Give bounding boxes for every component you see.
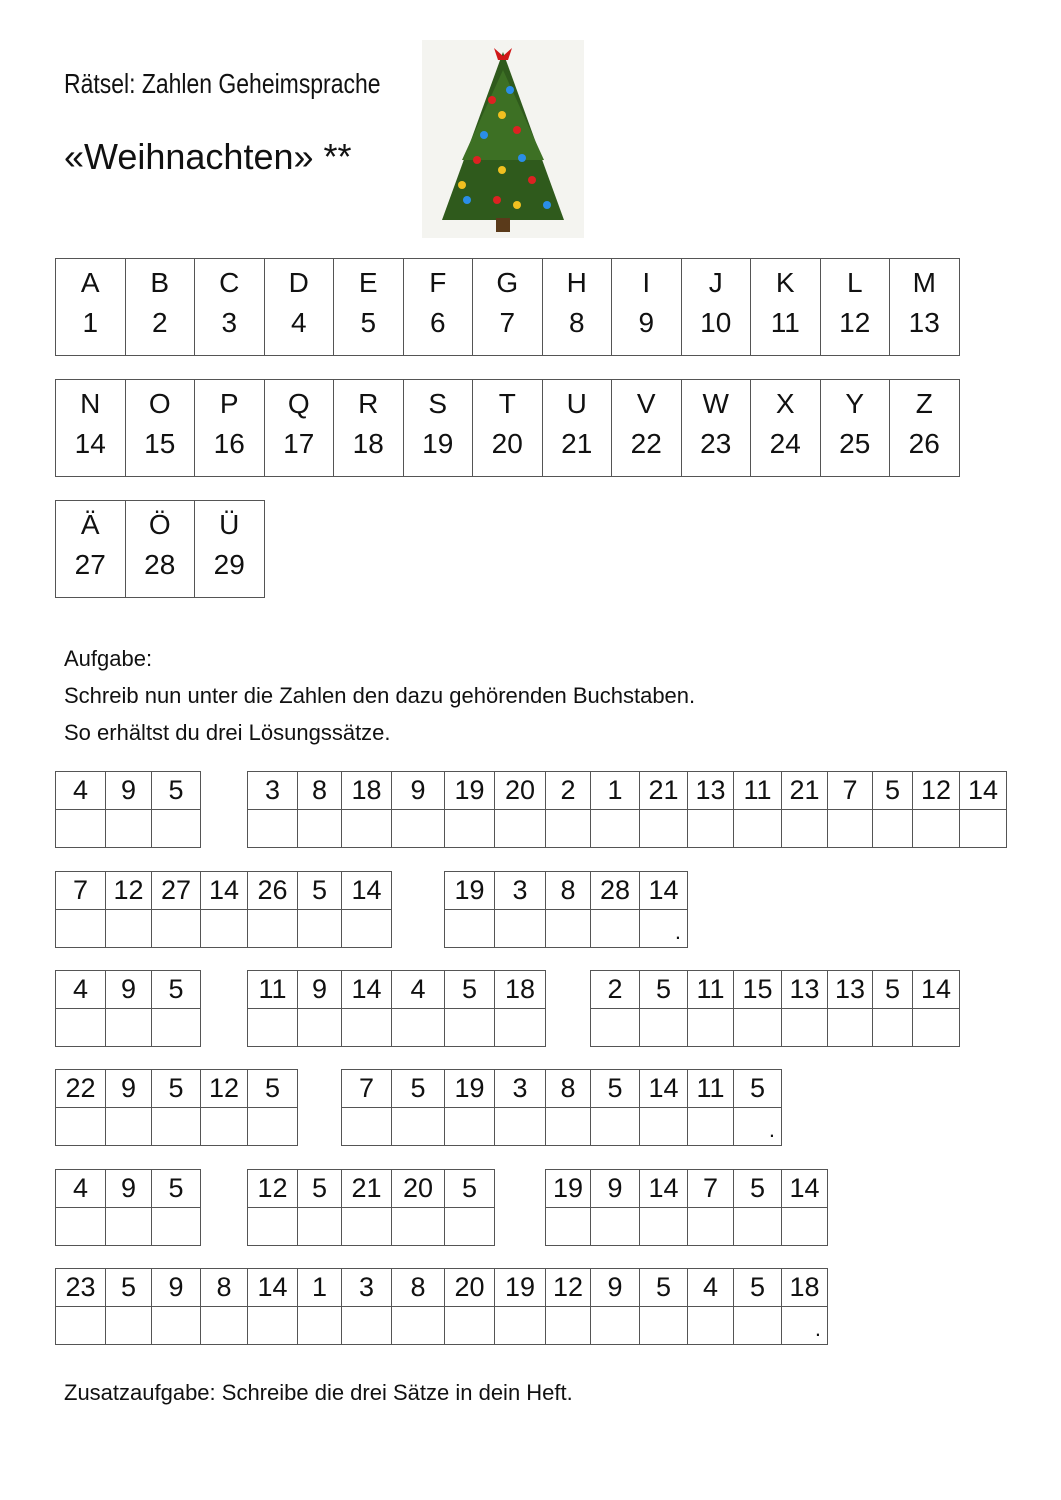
answer-cell[interactable]: [733, 1207, 782, 1246]
number-cell: 13: [687, 771, 734, 810]
task-line-2: So erhältst du drei Lösungssätze.: [64, 720, 391, 745]
alphabet-cell: [751, 380, 821, 477]
number-cell: 8: [200, 1268, 248, 1307]
number-cell: 8: [391, 1268, 445, 1307]
answer-cell[interactable]: [781, 1207, 828, 1246]
answer-cell[interactable]: [151, 809, 201, 848]
answer-cell[interactable]: [639, 1207, 688, 1246]
answer-cell[interactable]: [494, 1107, 546, 1146]
number-cell: 11: [247, 970, 298, 1009]
sentence-end-mark: .: [814, 1316, 821, 1341]
number-cell: 8: [545, 871, 591, 910]
number: 12: [839, 307, 871, 338]
number-cell: 12: [247, 1169, 298, 1208]
answer-cell[interactable]: [545, 1107, 591, 1146]
letter: A: [80, 267, 100, 298]
answer-cell[interactable]: [494, 1008, 546, 1047]
letter: G: [496, 267, 519, 298]
answer-cell[interactable]: [872, 809, 913, 848]
number-cell: 5: [151, 970, 201, 1009]
alphabet-cell: [334, 259, 404, 356]
answer-cell[interactable]: [494, 1306, 546, 1345]
christmas-tree-image: [422, 40, 584, 238]
number-cell: 9: [590, 1169, 640, 1208]
answer-cell[interactable]: [247, 909, 298, 948]
number-cell: 18: [494, 970, 546, 1009]
alphabet-cell: [681, 259, 751, 356]
alphabet-cell: [820, 259, 890, 356]
answer-cell[interactable]: [639, 1107, 688, 1146]
answer-cell[interactable]: [297, 1207, 342, 1246]
number: 2: [151, 307, 168, 338]
answer-cell[interactable]: [105, 1008, 152, 1047]
number-cell: 5: [444, 1169, 495, 1208]
number-cell: 14: [639, 1069, 688, 1108]
number-cell: 12: [200, 1069, 248, 1108]
answer-cell[interactable]: [391, 1207, 445, 1246]
sentence-end-mark: .: [674, 919, 681, 944]
answer-cell[interactable]: [444, 1306, 495, 1345]
number-cell: 11: [733, 771, 782, 810]
answer-cell[interactable]: [341, 809, 392, 848]
number-cell: 22: [55, 1069, 106, 1108]
answer-cell[interactable]: [781, 1008, 828, 1047]
answer-cell[interactable]: [391, 1306, 445, 1345]
answer-cell[interactable]: [590, 1306, 640, 1345]
number-cell: 5: [872, 970, 913, 1009]
letter: Ü: [219, 509, 240, 540]
number-cell: 5: [590, 1069, 640, 1108]
number-cell: 20: [391, 1169, 445, 1208]
number-cell: 12: [912, 771, 960, 810]
number-cell: 21: [341, 1169, 392, 1208]
letter: N: [80, 388, 101, 419]
letter: Ö: [148, 509, 171, 540]
answer-cell[interactable]: [341, 1207, 392, 1246]
answer-cell[interactable]: [105, 909, 152, 948]
answer-cell[interactable]: [105, 809, 152, 848]
alphabet-cell: [890, 380, 960, 477]
alphabet-cell: [681, 380, 751, 477]
alphabet-cell: [195, 501, 265, 598]
answer-cell[interactable]: [105, 1107, 152, 1146]
worksheet-title: Rätsel: Zahlen Geheimsprache: [64, 68, 381, 99]
answer-cell[interactable]: [200, 1306, 248, 1345]
letter: W: [702, 388, 729, 419]
number-cell: 7: [827, 771, 873, 810]
letter: I: [642, 267, 651, 298]
number: 13: [908, 307, 940, 338]
number: 21: [561, 428, 593, 459]
number-cell: 14: [639, 871, 688, 910]
answer-cell[interactable]: [297, 1008, 342, 1047]
alphabet-cell: [403, 259, 473, 356]
number-cell: 4: [687, 1268, 734, 1307]
answer-cell[interactable]: [733, 809, 782, 848]
number-cell: 14: [200, 871, 248, 910]
alphabet-cell: [612, 259, 682, 356]
alphabet-cell: [890, 259, 960, 356]
number: 14: [74, 428, 106, 459]
number-cell: 7: [687, 1169, 734, 1208]
number: 17: [283, 428, 315, 459]
answer-cell[interactable]: [687, 809, 734, 848]
letter: O: [148, 388, 171, 419]
answer-cell[interactable]: [55, 1008, 106, 1047]
answer-cell[interactable]: [687, 1107, 734, 1146]
answer-cell[interactable]: [151, 1107, 201, 1146]
answer-cell[interactable]: [341, 1008, 392, 1047]
number-cell: 5: [872, 771, 913, 810]
answer-cell[interactable]: [494, 809, 546, 848]
letter: R: [358, 388, 379, 419]
number: 1: [82, 307, 99, 338]
number-cell: 5: [247, 1069, 298, 1108]
number-cell: 5: [151, 1069, 201, 1108]
number: 10: [700, 307, 732, 338]
number-cell: 4: [391, 970, 445, 1009]
task-heading: Aufgabe:: [64, 646, 153, 671]
answer-cell[interactable]: [781, 1306, 828, 1345]
number-cell: 9: [105, 771, 152, 810]
number: 8: [568, 307, 585, 338]
letter: Z: [915, 388, 933, 419]
answer-cell[interactable]: [733, 1107, 782, 1146]
alphabet-cell: [56, 380, 126, 477]
alphabet-cell: [56, 501, 126, 598]
number-cell: 3: [247, 771, 298, 810]
number-cell: 18: [781, 1268, 828, 1307]
number-cell: 3: [341, 1268, 392, 1307]
letter: C: [219, 267, 240, 298]
number-cell: 9: [105, 970, 152, 1009]
number-cell: 14: [959, 771, 1007, 810]
number-cell: 11: [687, 1069, 734, 1108]
number: 28: [144, 549, 176, 580]
number-cell: 8: [297, 771, 342, 810]
answer-cell[interactable]: [639, 1306, 688, 1345]
number: 16: [213, 428, 245, 459]
letter: E: [358, 267, 378, 298]
number-cell: 9: [151, 1268, 201, 1307]
number-cell: 19: [494, 1268, 546, 1307]
worksheet-subtitle: «Weihnachten» **: [64, 136, 352, 177]
alphabet-cell: [125, 501, 195, 598]
answer-cell[interactable]: [341, 1107, 392, 1146]
answer-cell[interactable]: [687, 1207, 734, 1246]
answer-cell[interactable]: [639, 909, 688, 948]
alphabet-cell: [820, 380, 890, 477]
alphabet-cell: [542, 380, 612, 477]
number-cell: 5: [444, 970, 495, 1009]
number: 5: [360, 307, 377, 338]
number: 18: [352, 428, 384, 459]
answer-cell[interactable]: [545, 909, 591, 948]
number-cell: 15: [733, 970, 782, 1009]
number: 3: [221, 307, 238, 338]
number: 22: [630, 428, 662, 459]
answer-cell[interactable]: [55, 909, 106, 948]
number-cell: 12: [105, 871, 152, 910]
number-cell: 5: [733, 1069, 782, 1108]
number-cell: 9: [391, 771, 445, 810]
number-cell: 12: [545, 1268, 591, 1307]
answer-cell[interactable]: [391, 809, 445, 848]
number: 11: [770, 307, 800, 338]
number: 15: [144, 428, 176, 459]
alphabet-table: [55, 258, 960, 356]
number-cell: 11: [687, 970, 734, 1009]
answer-cell[interactable]: [639, 1008, 688, 1047]
number-cell: 19: [444, 1069, 495, 1108]
answer-cell[interactable]: [687, 1008, 734, 1047]
alphabet-table: [55, 500, 265, 598]
number-cell: 9: [297, 970, 342, 1009]
alphabet-table: [55, 379, 960, 477]
answer-cell[interactable]: [590, 1107, 640, 1146]
answer-cell[interactable]: [151, 909, 201, 948]
answer-cell[interactable]: [639, 809, 688, 848]
letter: X: [775, 388, 795, 419]
answer-cell[interactable]: [247, 1207, 298, 1246]
number-cell: 19: [444, 771, 495, 810]
letter: J: [708, 267, 723, 298]
answer-cell[interactable]: [590, 909, 640, 948]
letter: H: [566, 267, 587, 298]
letter: D: [288, 267, 309, 298]
number-cell: 7: [55, 871, 106, 910]
number: 9: [638, 307, 655, 338]
alphabet-cell: [473, 259, 543, 356]
letter: P: [219, 388, 239, 419]
answer-cell[interactable]: [247, 1107, 298, 1146]
answer-cell[interactable]: [545, 1306, 591, 1345]
number-cell: 13: [781, 970, 828, 1009]
alphabet-cell: [473, 380, 543, 477]
letter: Y: [845, 388, 865, 419]
alphabet-cell: [751, 259, 821, 356]
number-cell: 21: [639, 771, 688, 810]
number-cell: 3: [494, 871, 546, 910]
alphabet-cell: [195, 259, 265, 356]
answer-cell[interactable]: [200, 909, 248, 948]
answer-cell[interactable]: [545, 1207, 591, 1246]
number-cell: 5: [391, 1069, 445, 1108]
answer-cell[interactable]: [297, 1306, 342, 1345]
answer-cell[interactable]: [55, 1207, 106, 1246]
number-cell: 2: [590, 970, 640, 1009]
answer-cell[interactable]: [545, 809, 591, 848]
answer-cell[interactable]: [341, 1306, 392, 1345]
number-cell: 5: [639, 970, 688, 1009]
answer-cell[interactable]: [687, 1306, 734, 1345]
number-cell: 8: [545, 1069, 591, 1108]
number-cell: 5: [639, 1268, 688, 1307]
alphabet-cell: [125, 380, 195, 477]
number-cell: 19: [444, 871, 495, 910]
number-cell: 27: [151, 871, 201, 910]
number: 24: [769, 428, 801, 459]
answer-cell[interactable]: [391, 1107, 445, 1146]
alphabet-cell: [403, 380, 473, 477]
letter: U: [566, 388, 587, 419]
number-cell: 14: [781, 1169, 828, 1208]
number-cell: 14: [341, 871, 392, 910]
number: 7: [499, 307, 516, 338]
number-cell: 14: [912, 970, 960, 1009]
answer-cell[interactable]: [590, 1008, 640, 1047]
answer-cell[interactable]: [872, 1008, 913, 1047]
number-cell: 21: [781, 771, 828, 810]
answer-cell[interactable]: [444, 809, 495, 848]
answer-cell[interactable]: [912, 809, 960, 848]
number-cell: 4: [55, 1169, 106, 1208]
number-cell: 5: [297, 871, 342, 910]
letter: B: [150, 267, 170, 298]
answer-cell[interactable]: [247, 1306, 298, 1345]
answer-cell[interactable]: [341, 909, 392, 948]
answer-cell[interactable]: [444, 1008, 495, 1047]
number-cell: 14: [341, 970, 392, 1009]
number: 6: [429, 307, 446, 338]
letter: S: [428, 388, 448, 419]
number-cell: 13: [827, 970, 873, 1009]
alphabet-cell: [612, 380, 682, 477]
answer-cell[interactable]: [247, 809, 298, 848]
alphabet-cell: [56, 259, 126, 356]
number-cell: 14: [247, 1268, 298, 1307]
number-cell: 5: [151, 771, 201, 810]
answer-cell[interactable]: [827, 809, 873, 848]
answer-cell[interactable]: [827, 1008, 873, 1047]
number-cell: 9: [105, 1069, 152, 1108]
number: 23: [700, 428, 732, 459]
alphabet-cell: [264, 380, 334, 477]
number-cell: 23: [55, 1268, 106, 1307]
answer-cell[interactable]: [55, 1107, 106, 1146]
letter: T: [498, 388, 516, 419]
letter: L: [846, 267, 863, 298]
number-cell: 5: [297, 1169, 342, 1208]
alphabet-cell: [125, 259, 195, 356]
answer-cell[interactable]: [444, 1107, 495, 1146]
answer-cell[interactable]: [912, 1008, 960, 1047]
number-cell: 4: [55, 771, 106, 810]
letter: V: [636, 388, 656, 419]
sentence-end-mark: .: [768, 1117, 775, 1142]
number-cell: 28: [590, 871, 640, 910]
answer-cell[interactable]: [151, 1008, 201, 1047]
number-cell: 5: [105, 1268, 152, 1307]
number-cell: 7: [341, 1069, 392, 1108]
number-cell: 5: [733, 1268, 782, 1307]
answer-cell[interactable]: [200, 1107, 248, 1146]
answer-cell[interactable]: [55, 809, 106, 848]
answer-cell[interactable]: [781, 809, 828, 848]
number-cell: 1: [590, 771, 640, 810]
number-cell: 5: [733, 1169, 782, 1208]
letter: Ä: [80, 509, 100, 540]
answer-cell[interactable]: [105, 1207, 152, 1246]
number-cell: 26: [247, 871, 298, 910]
extra-task: Zusatzaufgabe: Schreibe die drei Sätze in dein Heft.: [64, 1380, 573, 1405]
letter: Q: [287, 388, 310, 419]
alphabet-cell: [334, 380, 404, 477]
answer-cell[interactable]: [151, 1306, 201, 1345]
alphabet-cell: [195, 380, 265, 477]
alphabet-cell: [264, 259, 334, 356]
number: 4: [290, 307, 307, 338]
number-cell: 20: [444, 1268, 495, 1307]
number-cell: 1: [297, 1268, 342, 1307]
letter: K: [775, 267, 795, 298]
number-cell: 4: [55, 970, 106, 1009]
number-cell: 3: [494, 1069, 546, 1108]
number: 26: [908, 428, 940, 459]
number: 19: [422, 428, 454, 459]
answer-cell[interactable]: [151, 1207, 201, 1246]
answer-cell[interactable]: [733, 1008, 782, 1047]
answer-cell[interactable]: [590, 809, 640, 848]
number-cell: 2: [545, 771, 591, 810]
answer-cell[interactable]: [444, 909, 495, 948]
number-cell: 5: [151, 1169, 201, 1208]
number-cell: 18: [341, 771, 392, 810]
answer-cell[interactable]: [494, 909, 546, 948]
number: 20: [491, 428, 523, 459]
number-cell: 19: [545, 1169, 591, 1208]
letter: M: [912, 267, 936, 298]
answer-cell[interactable]: [247, 1008, 298, 1047]
number: 29: [213, 549, 245, 580]
number-cell: 20: [494, 771, 546, 810]
answer-cell[interactable]: [297, 909, 342, 948]
answer-cell[interactable]: [105, 1306, 152, 1345]
number-cell: 14: [639, 1169, 688, 1208]
answer-cell[interactable]: [590, 1207, 640, 1246]
answer-cell[interactable]: [733, 1306, 782, 1345]
number-cell: 9: [105, 1169, 152, 1208]
answer-cell[interactable]: [55, 1306, 106, 1345]
answer-cell[interactable]: [444, 1207, 495, 1246]
task-line-1: Schreib nun unter die Zahlen den dazu gehörenden Buchstaben.: [64, 683, 696, 708]
answer-cell[interactable]: [297, 809, 342, 848]
number: 27: [74, 549, 106, 580]
number: 25: [839, 428, 871, 459]
answer-cell[interactable]: [391, 1008, 445, 1047]
letter: F: [429, 267, 447, 298]
alphabet-cell: [542, 259, 612, 356]
answer-cell[interactable]: [959, 809, 1007, 848]
number-cell: 9: [590, 1268, 640, 1307]
